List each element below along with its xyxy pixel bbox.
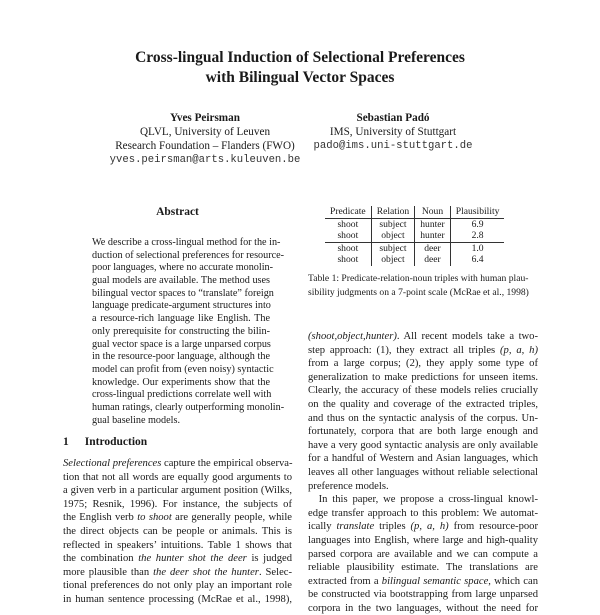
text-span: on the quality and coverage of the extracted triples, (308, 398, 538, 410)
text-line (92, 377, 270, 390)
text-span: language predicate-argument structures into (92, 300, 271, 312)
text-line (308, 520, 538, 534)
text-line (308, 561, 538, 575)
italic-text: (p, a, h) (410, 521, 449, 533)
table-cell: subject (371, 242, 415, 254)
text-span: reliable plausibility estimate. The translations are (308, 562, 538, 574)
text-line (92, 275, 270, 288)
italic-text: to shoot (137, 512, 172, 524)
text-span: capture the empirical observa- (161, 458, 293, 469)
text-line (308, 439, 538, 453)
text-span: in the resource-poor language, although the (92, 351, 270, 363)
text-span: and thus on the syntactic analysis of the corpus. Un- (308, 412, 538, 424)
table-header-cell: Plausibility (450, 206, 504, 218)
table-row (325, 218, 504, 230)
table-cell: shoot (337, 230, 359, 241)
text-span: are generally people, while (171, 512, 292, 524)
table-header-cell: Relation (371, 206, 415, 218)
text-span: preference models. (308, 480, 389, 492)
text-span: leaves all other languages without reliable selectional (308, 466, 538, 478)
text-line (92, 300, 270, 313)
text-span: a given verb in a particular argument position (Wilks, (63, 485, 292, 497)
author-affiliation: Research Foundation – Flanders (FWO) (115, 140, 295, 152)
text-span: have a very good syntactic analysis are only available (308, 439, 538, 451)
text-span: fortunately, corpora that are both large enough and (308, 426, 538, 438)
text-span: duction of selectional preferences for resource- (92, 249, 285, 261)
text-line (63, 471, 292, 485)
text-line (308, 480, 538, 494)
text-line (308, 493, 538, 507)
text-line (92, 249, 285, 263)
text-span: a resource-rich language like English. The (92, 313, 270, 325)
text-line (308, 466, 538, 480)
text-line (92, 237, 281, 250)
text-line (92, 389, 270, 402)
text-line (63, 593, 292, 607)
text-span: only prerequisite for constructing the bilin- (92, 325, 270, 337)
table-cell: 1.0 (450, 242, 504, 254)
paper-title: Cross-lingual Induction of Selectional Preferences with Bilingual Vector Spaces (135, 49, 465, 86)
text-span: gual vector space is a large unparsed corpus (92, 338, 271, 350)
text-line (308, 330, 538, 344)
table-cell: hunter (415, 218, 451, 230)
author-affiliation: QLVL, University of Leuven (139, 126, 271, 138)
text-span: knowledge. Our experiments show that the (92, 376, 270, 388)
right-column-body (308, 330, 538, 614)
text-span: poor languages, where no accurate monolin- (92, 262, 274, 274)
text-span: parsed corpora are available and we can compute a (308, 548, 538, 560)
text-line (92, 313, 270, 326)
text-span: . Selec- (258, 566, 293, 578)
text-line (92, 351, 270, 364)
text-line (308, 602, 538, 615)
table-cell: 2.8 (450, 230, 504, 242)
text-line (308, 588, 538, 602)
table-cell: subject (371, 218, 415, 230)
text-line (92, 339, 270, 352)
text-line (308, 357, 538, 371)
text-span: gual baseline models. (92, 414, 180, 426)
text-span: cross-lingual predictions correlate well with (92, 389, 272, 401)
author-block-2 (283, 111, 503, 153)
text-span: is judged (246, 553, 293, 565)
table-1 (325, 206, 504, 266)
author-email[interactable]: yves.peirsman@arts.kuleuven.be (109, 154, 301, 166)
table-cell: 6.4 (450, 254, 504, 266)
text-line (308, 548, 538, 562)
text-line (92, 326, 270, 339)
text-line (308, 575, 538, 589)
text-line (63, 484, 292, 498)
text-span: extracted from a (308, 575, 382, 587)
text-span: the English verb (63, 512, 138, 524)
italic-text: (shoot,object,hunter) (308, 331, 397, 342)
text-span: reflected in speakers’ intuitions. Table 1 shows that (63, 539, 292, 551)
italic-text: the hunter shot the deer (138, 553, 247, 565)
table-cell: shoot (337, 254, 359, 265)
table-header-cell: Predicate (325, 206, 371, 218)
text-line (63, 552, 292, 566)
text-span: In this paper, we propose a cross-lingual knowl- (308, 494, 538, 506)
text-span: in human sentence processing (McRae et al., 1998), (63, 593, 292, 605)
text-line (308, 412, 538, 426)
text-line (308, 344, 538, 358)
table-cell: object (371, 254, 415, 266)
text-span: the combination (63, 553, 139, 565)
text-span: from a large corpus; (2), they apply some type of (308, 358, 538, 370)
text-span: triples (374, 521, 411, 533)
text-line (92, 363, 274, 377)
text-line (92, 262, 274, 275)
text-line (63, 525, 292, 539)
text-line (92, 287, 274, 301)
text-span: more plausible than (63, 566, 154, 578)
text-line (308, 384, 538, 398)
intro-body (63, 457, 293, 605)
text-span: Clearly, the accuracy of these models relies crucially (308, 385, 538, 397)
text-span: bilingual vector spaces to “translate” foreign (92, 287, 274, 299)
abstract-heading: Abstract (156, 206, 199, 218)
author-email[interactable]: pado@ims.uni-stuttgart.de (313, 140, 473, 152)
text-line (308, 534, 538, 548)
text-line (308, 507, 538, 521)
text-span: We describe a cross-lingual method for the in- (92, 237, 281, 248)
text-span: , which can (488, 575, 538, 587)
text-span: . All recent models take a two- (396, 331, 538, 342)
text-line (63, 498, 292, 512)
text-span: generalization to make predictions for unseen items. (308, 371, 538, 383)
text-span: corpora in the two languages, without the need for (308, 602, 538, 614)
text-span: edge transfer approach to this problem: We automat- (308, 507, 538, 519)
text-line (63, 511, 292, 525)
text-span: human ratings, clearly outperforming monolin- (92, 401, 285, 413)
italic-text: Selectional preferences (63, 458, 162, 469)
author-name: Sebastian Padó (356, 112, 430, 124)
table-cell: deer (415, 242, 451, 254)
table-cell: deer (415, 254, 451, 266)
text-span: step approach: (1), they extract all triples (308, 344, 501, 356)
table-row (325, 242, 504, 254)
text-span: tion that not all words are equally good arguments to (63, 471, 292, 483)
author-name: Yves Peirsman (170, 112, 240, 124)
italic-text: translate (336, 521, 375, 533)
text-span: from resource-poor (448, 521, 538, 533)
text-line (63, 539, 292, 553)
table-cell: hunter (415, 230, 451, 242)
text-line (308, 398, 538, 412)
text-line (308, 452, 538, 466)
text-span: tional preferences do not only play an important role (63, 580, 292, 592)
italic-text: bilingual semantic space (381, 575, 489, 587)
text-span: gual models are available. The method uses (92, 275, 270, 287)
text-span: be constructed via bootstrapping from large unparsed (308, 589, 538, 601)
table-cell: object (371, 230, 415, 242)
table-row (325, 254, 504, 266)
section-heading: 1 Introduction (63, 436, 148, 448)
text-line (63, 457, 292, 471)
text-line (92, 415, 270, 428)
table-cell: shoot (337, 218, 359, 230)
abstract-body (92, 237, 285, 427)
author-affiliation: IMS, University of Stuttgart (329, 126, 457, 138)
table-row (325, 230, 504, 242)
text-line (308, 371, 538, 385)
table-cell: 6.9 (450, 218, 504, 230)
text-line (63, 579, 292, 593)
text-span: for a handful of Western and Asian languages, which (308, 453, 538, 465)
text-span: 1975; Resnik, 1996). For instance, the subjects of (63, 498, 292, 510)
text-span: model can profit from (even noisy) syntactic (92, 363, 274, 375)
text-line (63, 566, 292, 580)
table-header-cell: Noun (415, 206, 451, 218)
table-caption: Table 1: Predicate-relation-noun triples with human plau- sibility judgments on a 7-point scale (McRae et al., 1998) (308, 273, 529, 298)
text-line (308, 425, 538, 439)
italic-text: the deer shot the hunter (153, 566, 259, 578)
text-span: ically (308, 521, 337, 533)
italic-text: (p, a, h) (500, 344, 538, 356)
text-span: the direct objects can be people or animals. This is (63, 525, 292, 537)
table-cell: shoot (325, 242, 371, 254)
text-line (92, 401, 285, 415)
text-span: languages into English, where large and high-quality (308, 534, 538, 546)
